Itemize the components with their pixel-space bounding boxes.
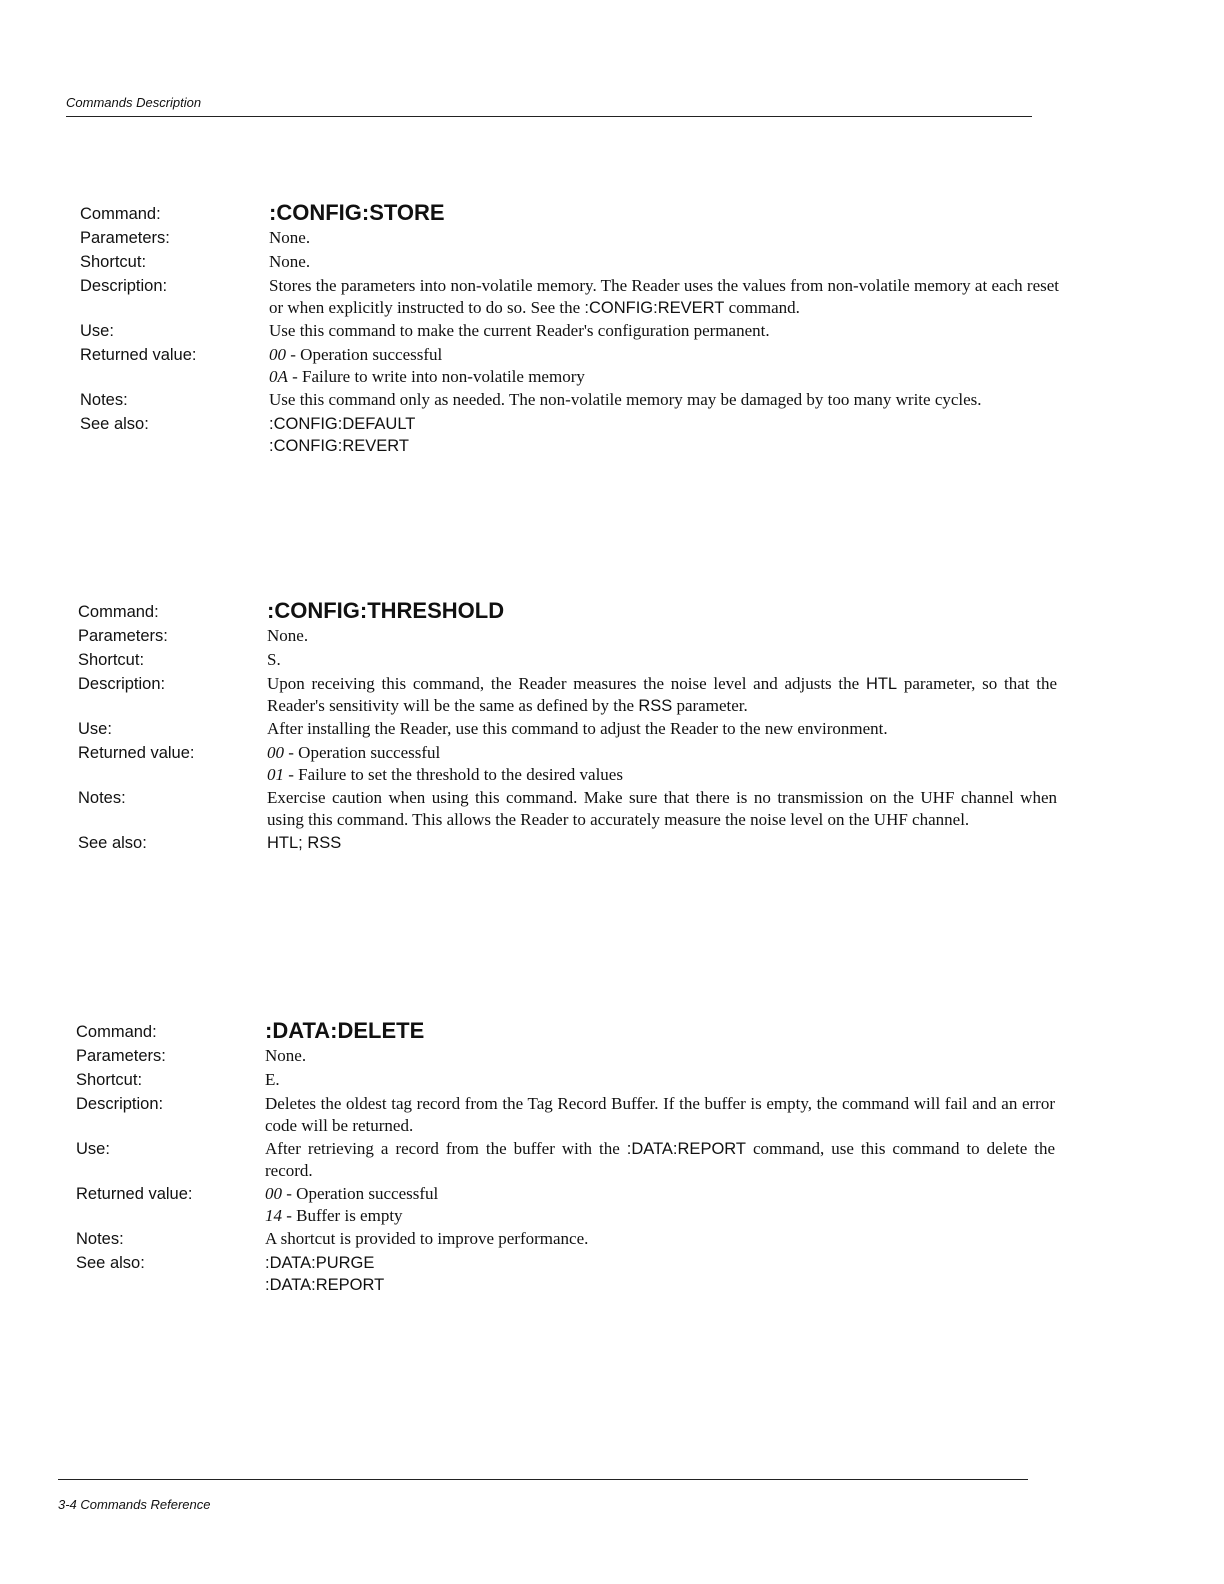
notes-value: Use this command only as needed. The non-volatile memory may be damaged by too many write cycles.	[269, 390, 982, 409]
command-entry-data-delete	[76, 1018, 1076, 1297]
return-code-text: - Operation successful	[284, 743, 441, 762]
parameters-label: Parameters:	[80, 229, 170, 247]
command-row	[80, 200, 1080, 226]
see-also-item: :CONFIG:DEFAULT	[269, 415, 416, 433]
parameters-value: None.	[265, 1046, 307, 1065]
command-reference: :CONFIG:REVERT	[584, 299, 725, 317]
header-rule	[66, 116, 1032, 117]
description-text: parameter.	[672, 696, 748, 715]
see-also-label: See also:	[76, 1254, 145, 1272]
parameters-row	[76, 1045, 1076, 1068]
returned-value-row	[76, 1183, 1076, 1227]
shortcut-label: Shortcut:	[76, 1071, 143, 1089]
command-row	[78, 598, 1078, 624]
parameters-value: None.	[269, 228, 311, 247]
see-also-row	[76, 1252, 1076, 1296]
return-code-item	[265, 1183, 1055, 1205]
returned-value-list	[269, 344, 1059, 388]
page-footer: 3-4 Commands Reference	[58, 1497, 211, 1512]
description-value: Deletes the oldest tag record from the Tag Record Buffer. If the buffer is empty, the command will fail and an error code will be returned.	[265, 1094, 1055, 1135]
running-header: Commands Description	[66, 95, 202, 110]
use-value: After installing the Reader, use this command to adjust the Reader to the new environment.	[267, 719, 888, 738]
notes-row	[78, 787, 1078, 831]
parameters-row	[78, 625, 1078, 648]
use-row	[78, 718, 1078, 741]
description-label: Description:	[80, 277, 168, 295]
see-also-list	[267, 832, 1057, 854]
return-code-text: - Failure to write into non-volatile memory	[287, 367, 585, 386]
description-text: Upon receiving this command, the Reader measures the noise level and adjusts the	[267, 674, 866, 693]
return-code-item	[267, 742, 1057, 764]
returned-value-row	[78, 742, 1078, 786]
command-name: :CONFIG:THRESHOLD	[267, 598, 505, 623]
notes-value: Exercise caution when using this command. Make sure that there is no transmission on the UHF channel when using this command. This allows the Reader to accurately measure the noise level on the UHF channel.	[267, 788, 1057, 829]
description-label: Description:	[78, 675, 166, 693]
shortcut-label: Shortcut:	[78, 651, 145, 669]
return-code: 00	[267, 743, 284, 762]
returned-value-label: Returned value:	[76, 1185, 193, 1203]
description-row	[78, 673, 1078, 717]
returned-value-list	[267, 742, 1057, 786]
return-code-text: - Operation successful	[286, 345, 443, 364]
command-entry-config-store	[80, 200, 1080, 458]
use-label: Use:	[80, 322, 114, 340]
return-code: 0A	[269, 367, 288, 386]
shortcut-value: E.	[265, 1070, 280, 1089]
see-also-label: See also:	[80, 415, 149, 433]
command-label: Command:	[76, 1023, 157, 1041]
shortcut-value: S.	[267, 650, 281, 669]
notes-label: Notes:	[78, 789, 126, 807]
description-row	[80, 275, 1080, 319]
return-code: 00	[269, 345, 286, 364]
return-code-item	[267, 764, 1057, 786]
use-row	[76, 1138, 1076, 1182]
use-value	[265, 1138, 1055, 1182]
return-code-text: - Failure to set the threshold to the desired values	[284, 765, 623, 784]
description-text: command.	[724, 298, 800, 317]
use-label: Use:	[78, 720, 112, 738]
description-text: Stores the parameters into non-volatile memory. The Reader uses the values from non-volatile memory at each reset or when explicitly instructed to do so. See the	[269, 276, 1059, 317]
returned-value-row	[80, 344, 1080, 388]
returned-value-label: Returned value:	[80, 346, 197, 364]
command-row	[76, 1018, 1076, 1044]
parameters-row	[80, 227, 1080, 250]
notes-label: Notes:	[76, 1230, 124, 1248]
return-code: 14	[265, 1206, 282, 1225]
return-code-item	[265, 1205, 1055, 1227]
shortcut-row	[80, 251, 1080, 274]
command-label: Command:	[78, 603, 159, 621]
notes-row	[76, 1228, 1076, 1251]
see-also-list	[269, 413, 1059, 457]
parameters-label: Parameters:	[76, 1047, 166, 1065]
use-text: command, use this command to delete the record.	[265, 1139, 1055, 1180]
description-row	[76, 1093, 1076, 1137]
see-also-label: See also:	[78, 834, 147, 852]
description-value	[267, 673, 1057, 717]
returned-value-list	[265, 1183, 1055, 1227]
see-also-item: :DATA:REPORT	[265, 1276, 385, 1294]
command-name: :CONFIG:STORE	[269, 200, 445, 225]
use-value: Use this command to make the current Reader's configuration permanent.	[269, 321, 770, 340]
command-label: Command:	[80, 205, 161, 223]
use-label: Use:	[76, 1140, 110, 1158]
description-text: parameter, so that the Reader's sensitivity will be the same as defined by the	[267, 674, 1057, 715]
notes-row	[80, 389, 1080, 412]
description-value	[269, 275, 1059, 319]
description-label: Description:	[76, 1095, 164, 1113]
see-also-item: :DATA:PURGE	[265, 1254, 375, 1272]
see-also-item: HTL; RSS	[267, 834, 342, 852]
use-row	[80, 320, 1080, 343]
command-name: :DATA:DELETE	[265, 1018, 425, 1043]
return-code: 00	[265, 1184, 282, 1203]
see-also-row	[78, 832, 1078, 855]
command-reference: :DATA:REPORT	[626, 1140, 746, 1158]
shortcut-row	[76, 1069, 1076, 1092]
see-also-row	[80, 413, 1080, 457]
return-code-text: - Operation successful	[282, 1184, 439, 1203]
shortcut-label: Shortcut:	[80, 253, 147, 271]
return-code: 01	[267, 765, 284, 784]
see-also-item: :CONFIG:REVERT	[269, 437, 409, 455]
returned-value-label: Returned value:	[78, 744, 195, 762]
return-code-text: - Buffer is empty	[282, 1206, 403, 1225]
parameter-reference: HTL	[865, 675, 898, 693]
return-code-item	[269, 366, 1059, 388]
shortcut-row	[78, 649, 1078, 672]
parameters-value: None.	[267, 626, 309, 645]
command-entry-config-threshold	[78, 598, 1078, 856]
notes-value: A shortcut is provided to improve performance.	[265, 1229, 589, 1248]
shortcut-value: None.	[269, 252, 311, 271]
return-code-item	[269, 344, 1059, 366]
parameters-label: Parameters:	[78, 627, 168, 645]
footer-rule	[58, 1479, 1028, 1480]
parameter-reference: RSS	[638, 697, 673, 715]
see-also-list	[265, 1252, 1055, 1296]
use-text: After retrieving a record from the buffer with the	[265, 1139, 627, 1158]
notes-label: Notes:	[80, 391, 128, 409]
